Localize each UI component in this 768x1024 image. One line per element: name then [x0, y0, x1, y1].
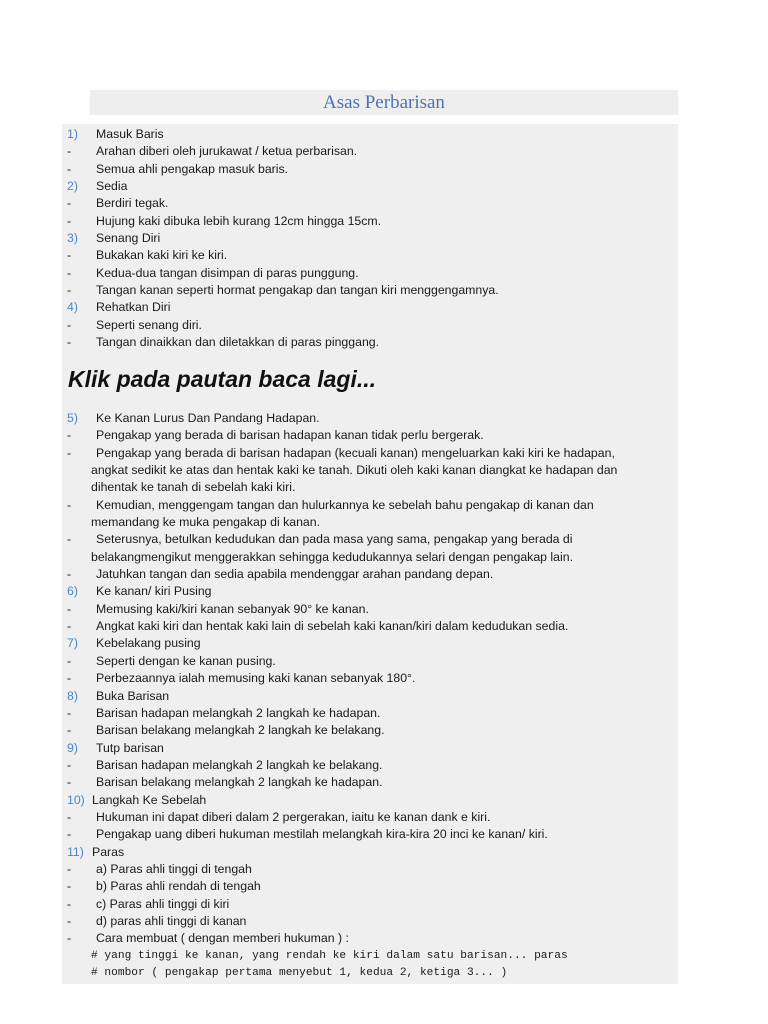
- numbered-item: [67, 688, 677, 705]
- drill-steps-list-2: [67, 410, 677, 982]
- dash-marker: -: [67, 827, 72, 842]
- item-text: Hukuman ini dapat diberi dalam 2 pergerakan, iaitu ke kanan dank e kiri.: [96, 809, 491, 824]
- dash-marker: -: [67, 335, 72, 350]
- numbered-item: [67, 299, 677, 316]
- item-text: # yang tinggi ke kanan, yang rendah ke kiri dalam satu barisan... paras: [91, 949, 568, 962]
- bullet-item: [67, 722, 677, 739]
- item-text: Perbezaannya ialah memusing kaki kanan sebanyak 180°.: [96, 671, 416, 686]
- numbered-item: [67, 178, 677, 195]
- item-text: angkat sedikit ke atas dan hentak kaki ke tanah. Dikuti oleh kaki kanan diangkat ke hadapan dan: [91, 463, 618, 478]
- item-text: Langkah Ke Sebelah: [92, 792, 207, 807]
- numbered-item: [67, 844, 677, 861]
- item-text: Kebelakang pusing: [96, 636, 201, 651]
- bullet-item: [67, 878, 677, 895]
- item-number: 8): [67, 688, 78, 703]
- item-text: # nombor ( pengakap pertama menyebut 1, kedua 2, ketiga 3... ): [91, 967, 508, 979]
- dash-marker: -: [67, 896, 72, 911]
- bullet-item: [67, 143, 677, 160]
- item-text: Barisan belakang melangkah 2 langkah ke hadapan.: [96, 775, 383, 790]
- numbered-item: [67, 635, 677, 652]
- bullet-item: [67, 618, 677, 635]
- dash-marker: -: [67, 248, 72, 263]
- bullet-item: [67, 670, 677, 687]
- bullet-item: [67, 247, 677, 264]
- item-text: b) Paras ahli rendah di tengah: [96, 879, 261, 894]
- bullet-item: [67, 861, 677, 878]
- item-text: Barisan hadapan melangkah 2 langkah ke belakang.: [96, 757, 383, 772]
- dash-marker: -: [67, 601, 72, 616]
- item-text: Seperti dengan ke kanan pusing.: [96, 653, 276, 668]
- dash-marker: -: [67, 144, 72, 159]
- continuation-line: [67, 965, 677, 982]
- item-number: 5): [67, 411, 78, 425]
- item-number: 9): [67, 740, 78, 755]
- item-text: Ke Kanan Lurus Dan Pandang Hadapan.: [96, 411, 320, 425]
- item-text: Tangan dinaikkan dan diletakkan di paras pinggang.: [96, 335, 380, 350]
- bullet-item: [67, 213, 677, 230]
- item-text: d) paras ahli tinggi di kanan: [96, 913, 247, 928]
- bullet-item: [67, 161, 677, 178]
- item-text: Cara membuat ( dengan memberi hukuman ) :: [96, 931, 349, 946]
- dash-marker: -: [67, 265, 72, 280]
- item-text: Masuk Baris: [96, 127, 164, 141]
- item-text: Memusing kaki/kiri kanan sebanyak 90° ke kanan.: [96, 601, 369, 616]
- item-number: 1): [67, 127, 78, 141]
- bullet-item: [67, 705, 677, 722]
- continuation-line: [67, 948, 677, 965]
- dash-marker: -: [67, 497, 72, 512]
- bullet-item: [67, 601, 677, 618]
- bullet-item: [67, 317, 677, 334]
- bullet-item: [67, 757, 677, 774]
- continuation-line: [67, 514, 677, 531]
- bullet-item: [67, 930, 677, 947]
- item-text: dihentak ke tanah di sebelah kaki kiri.: [91, 480, 296, 495]
- dash-marker: -: [67, 931, 72, 946]
- item-text: Kedua-dua tangan disimpan di paras punggung.: [96, 265, 359, 280]
- item-text: Senang Diri: [96, 231, 161, 246]
- bullet-item: [67, 653, 677, 670]
- numbered-item: [67, 792, 677, 809]
- dash-marker: -: [67, 317, 72, 332]
- dash-marker: -: [67, 879, 72, 894]
- item-text: c) Paras ahli tinggi di kiri: [96, 896, 230, 911]
- item-text: memandang ke muka pengakap di kanan.: [91, 515, 321, 530]
- item-text: Semua ahli pengakap masuk baris.: [96, 161, 289, 176]
- item-text: a) Paras ahli tinggi di tengah: [96, 861, 252, 876]
- drill-steps-list-1: [67, 126, 677, 351]
- item-text: Arahan diberi oleh jurukawat / ketua perbarisan.: [96, 144, 358, 159]
- dash-marker: -: [67, 196, 72, 211]
- bullet-item: [67, 282, 677, 299]
- numbered-item: [67, 740, 677, 757]
- item-text: Rehatkan Diri: [96, 300, 171, 315]
- item-text: Berdiri tegak.: [96, 196, 169, 211]
- item-text: Tangan kanan seperti hormat pengakap dan tangan kiri menggengamnya.: [96, 283, 499, 298]
- item-text: Barisan hadapan melangkah 2 langkah ke hadapan.: [96, 705, 381, 720]
- continuation-line: [67, 549, 677, 566]
- item-number: 10): [67, 792, 85, 807]
- item-text: Buka Barisan: [96, 688, 170, 703]
- item-number: 2): [67, 179, 78, 194]
- item-number: 11): [67, 844, 84, 859]
- item-number: 7): [67, 636, 78, 651]
- continuation-line: [67, 479, 677, 496]
- item-text: Hujung kaki dibuka lebih kurang 12cm hingga 15cm.: [96, 213, 382, 228]
- item-text: Seperti senang diri.: [96, 317, 202, 332]
- bullet-item: [67, 896, 677, 913]
- dash-marker: -: [67, 757, 72, 772]
- dash-marker: -: [67, 913, 72, 928]
- item-text: Angkat kaki kiri dan hentak kaki lain di sebelah kaki kanan/kiri dalam kedudukan sedia.: [96, 619, 569, 634]
- dash-marker: -: [67, 705, 72, 720]
- dash-marker: -: [67, 532, 72, 547]
- dash-marker: -: [67, 283, 72, 298]
- dash-marker: -: [67, 445, 72, 460]
- item-number: 6): [67, 584, 78, 599]
- item-text: Jatuhkan tangan dan sedia apabila mendenggar arahan pandang depan.: [96, 567, 494, 582]
- bullet-item: [67, 913, 677, 930]
- numbered-item: [67, 583, 677, 600]
- continuation-line: [67, 462, 677, 479]
- bullet-item: [67, 566, 677, 583]
- bullet-item: [67, 531, 677, 548]
- item-text: Seterusnya, betulkan kedudukan dan pada masa yang sama, pengakap yang berada di: [96, 532, 573, 547]
- item-text: Paras: [92, 844, 125, 859]
- item-text: Pengakap yang berada di barisan hadapan (kecuali kanan) mengeluarkan kaki kiri ke hadapan,: [96, 445, 615, 460]
- numbered-item: [67, 230, 677, 247]
- item-text: Bukakan kaki kiri ke kiri.: [96, 248, 228, 263]
- item-text: Ke kanan/ kiri Pusing: [96, 584, 212, 599]
- bullet-item: [67, 427, 677, 444]
- bullet-item: [67, 497, 677, 514]
- bullet-item: [67, 809, 677, 826]
- item-text: Sedia: [96, 179, 128, 194]
- item-text: Tutp barisan: [96, 740, 164, 755]
- bullet-item: [67, 334, 677, 351]
- page-title: Asas Perbarisan: [90, 90, 678, 115]
- bullet-item: [67, 195, 677, 212]
- dash-marker: -: [67, 653, 72, 668]
- bullet-item: [67, 774, 677, 791]
- dash-marker: -: [67, 619, 72, 634]
- item-number: 4): [67, 300, 78, 315]
- item-text: Kemudian, menggengam tangan dan hulurkannya ke sebelah bahu pengakap di kanan dan: [96, 497, 594, 512]
- bullet-item: [67, 265, 677, 282]
- item-text: Barisan belakang melangkah 2 langkah ke belakang.: [96, 723, 385, 738]
- dash-marker: -: [67, 567, 72, 582]
- dash-marker: -: [67, 861, 72, 876]
- item-text: Pengakap uang diberi hukuman mestilah melangkah kira-kira 20 inci ke kanan/ kiri.: [96, 827, 548, 842]
- dash-marker: -: [67, 213, 72, 228]
- dash-marker: -: [67, 428, 72, 443]
- item-text: belakangmengikut menggerakkan sehingga kedudukannya selari dengan pengakap lain.: [91, 549, 573, 564]
- bullet-item: [67, 445, 677, 462]
- numbered-item: [67, 126, 677, 143]
- bullet-item: [67, 826, 677, 843]
- dash-marker: -: [67, 671, 72, 686]
- dash-marker: -: [67, 723, 72, 738]
- dash-marker: -: [67, 161, 72, 176]
- item-number: 3): [67, 231, 78, 246]
- read-more-link[interactable]: Klik pada pautan baca lagi...: [68, 366, 377, 392]
- dash-marker: -: [67, 775, 72, 790]
- numbered-item: [67, 410, 677, 427]
- dash-marker: -: [67, 809, 72, 824]
- item-text: Pengakap yang berada di barisan hadapan kanan tidak perlu bergerak.: [96, 428, 484, 443]
